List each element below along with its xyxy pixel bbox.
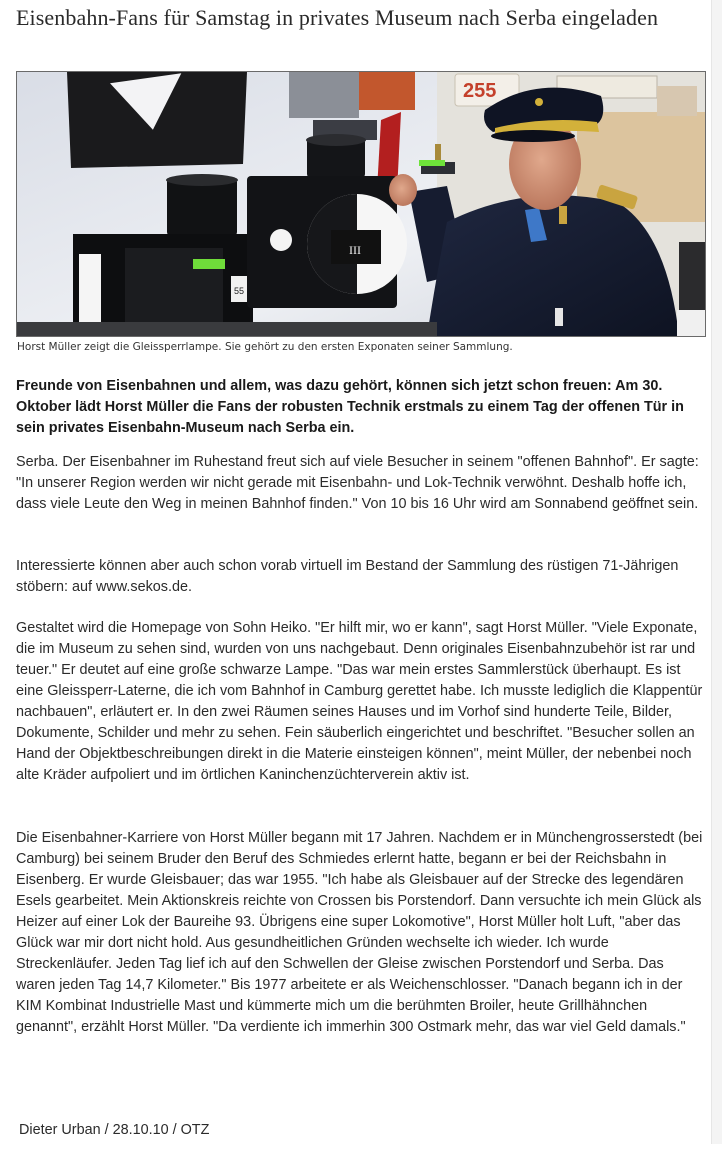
article-headline: Eisenbahn-Fans für Samstag in privates Museum nach Serba eingeladen <box>16 5 659 30</box>
photo-illustration <box>17 72 705 336</box>
article-paragraph: Serba. Der Eisenbahner im Ruhestand freut sich auf viele Besucher in seinem "offenen Bahnhof". Er sagte: "In unserer Region werden wir nicht gerade mit Eisenbahn- und Lok-Technik verwöhnt. Deshalb hoffe ich, dass viele Leute den Weg in meinen Bahnhof finden." Von 10 bis 16 Uhr wird am Sonnabend geöffnet sein. <box>16 454 699 512</box>
lamp-tag-text: 55 <box>234 286 245 296</box>
number-sign-text: 255 <box>463 80 497 102</box>
author-signature: Dieter Urban / 28.10.10 / OTZ <box>19 1122 210 1138</box>
article-lead: Freunde von Eisenbahnen und allem, was dazu gehört, können sich jetzt schon freuen: Am 30. Oktober lädt Horst Müller die Fans der robusten Technik erstmals zu einem Tag der offenen Tür in sein privates Eisenbahn-Museum nach Serba ein. <box>16 378 684 436</box>
article-photo <box>16 71 706 337</box>
article-paragraph: Die Eisenbahner-Karriere von Horst Müller begann mit 17 Jahren. Nachdem er in Münchengrosserstedt (bei Camburg) bei seinem Bruder den Beruf des Schmiedes erlernt hatte, begann er bei der Reichsbahn in Eisenberg. Er wurde Gleisbauer; das war 1955. "Ich habe als Gleisbauer auf der Strecke des legendären Esels gearbeitet. Mein Aktionskreis reichte von Crossen bis Porstendorf. Dann versuchte ich mein Glück als Heizer auf einer Lok der Baureihe 93. Übrigens eine super Lokomotive", Horst Müller holt Luft, "aber das Glück war mir dort nicht hold. Aus gesundheitlichen Gründen wechselte ich wieder. Ich wurde Streckenläufer. Jeden Tag lief ich auf den Schwellen der Gleise zwischen Porstendorf und Serba. Das waren jeden Tag 14,7 Kilometer." Bis 1977 arbeitete er als Weichenschlosser. "Danach begann ich in der KIM Kombinat Industrielle Mast und kümmerte mich um die berühmten Broiler, heute Grillhähnchen genannt", erzählt Horst Müller. "Da verdiente ich immerhin 300 Ostmark mehr, das war viel Geld damals." <box>16 830 703 1035</box>
article-paragraph: Gestaltet wird die Homepage von Sohn Heiko. "Er hilft mir, wo er kann", sagt Horst Müller. "Viele Exponate, die im Museum zu sehen sind, wurden von uns nachgebaut. Denn originales Eisenbahnzubehör ist rar und teuer." Er deutet auf eine große schwarze Lampe. "Das war mein erstes Sammlerstück überhaupt. Es ist eine Gleissperr-Laterne, die ich vom Bahnhof in Camburg gerettet habe. Ich musste lediglich die Klappentür nachbauen", erläutert er. In den zwei Räumen seines Hauses und im Vorhof sind hunderte Teile, Bilder, Dokumente, Schilder und mehr zu sehen. Fein säuberlich eingerichtet und beschriftet. "Besucher sollen an Hand der Objektbeschreibungen direkt in die Materie einsteigen können", meint Müller, der nebenbei noch alte Kräder aufpoliert und im örtlichen Kaninchenzüchterverein aktiv ist. <box>16 620 703 783</box>
photo-caption: Horst Müller zeigt die Gleissperrlampe. Sie gehört zu den ersten Exponaten seiner Sammlung. <box>17 341 513 353</box>
article-paragraph: Interessierte können aber auch schon vorab virtuell im Bestand der Sammlung des rüstigen 71-Jährigen stöbern: auf www.sekos.de. <box>16 558 679 595</box>
page-edge <box>711 0 722 1144</box>
lamp-label-text: III <box>349 243 361 257</box>
